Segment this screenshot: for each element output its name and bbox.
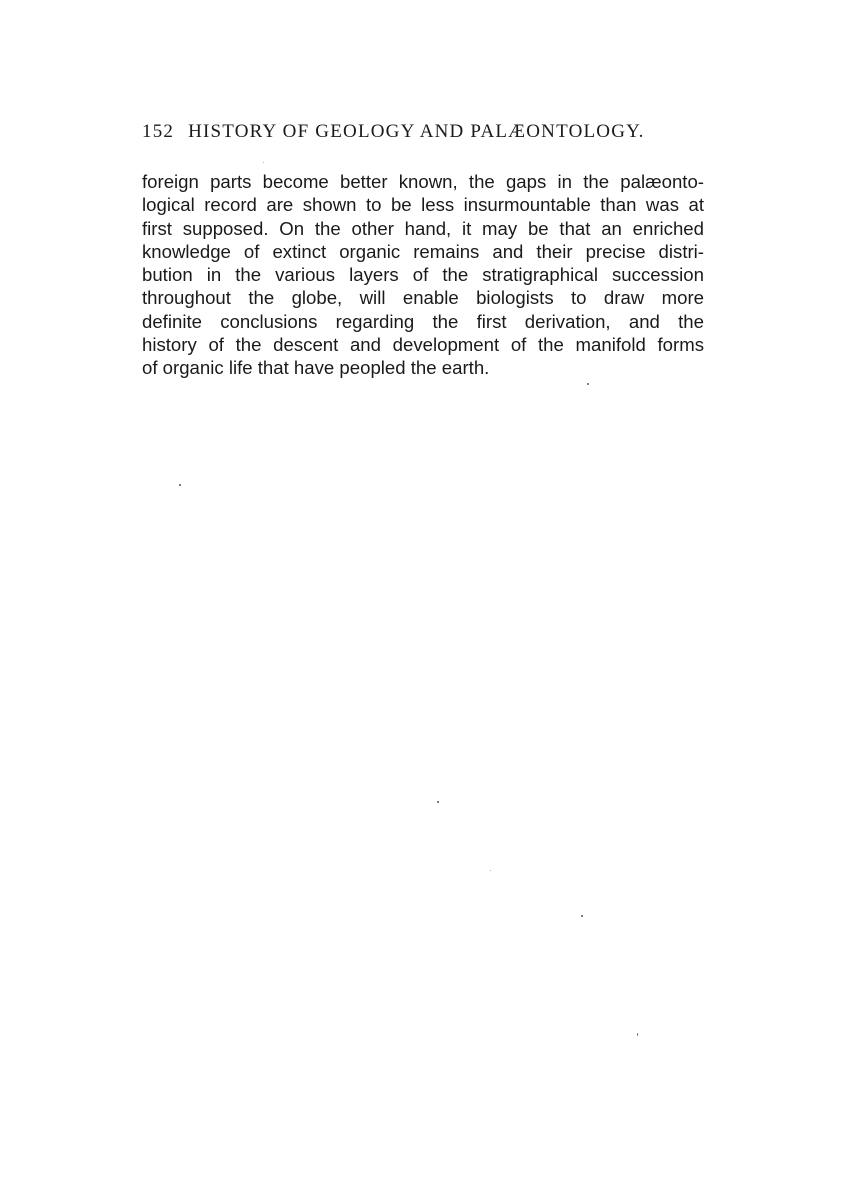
scan-speck (587, 383, 589, 385)
scan-speck (490, 870, 491, 871)
text-line: foreign parts become better known, the gaps in the palæonto- (142, 171, 704, 192)
text-line: bution in the various layers of the stratigraphical succession (142, 264, 704, 286)
text-line: of organic life that have peopled the earth. (142, 357, 490, 379)
scan-speck (437, 801, 439, 803)
text-line: first supposed. On the other hand, it may be that an enriched (142, 217, 704, 239)
page-number: 152 (142, 121, 175, 142)
text-line: definite conclusions regarding the first derivation, and the (142, 310, 704, 332)
scan-speck (179, 484, 181, 486)
running-title: HISTORY OF GEOLOGY AND PALÆONTOLOGY. (188, 121, 645, 142)
body-paragraph (142, 170, 704, 380)
text-line: knowledge of extinct organic remains and their precise distri- (142, 240, 704, 262)
scan-speck (581, 915, 583, 917)
running-head (142, 120, 722, 144)
text-line: logical record are shown to be less insurmountable than was at (142, 194, 704, 216)
text-line: history of the descent and development of the manifold forms (142, 334, 704, 356)
text-line: throughout the globe, will enable biologists to draw more (142, 287, 704, 309)
scan-speck (263, 162, 264, 163)
scan-speck (637, 1033, 638, 1036)
